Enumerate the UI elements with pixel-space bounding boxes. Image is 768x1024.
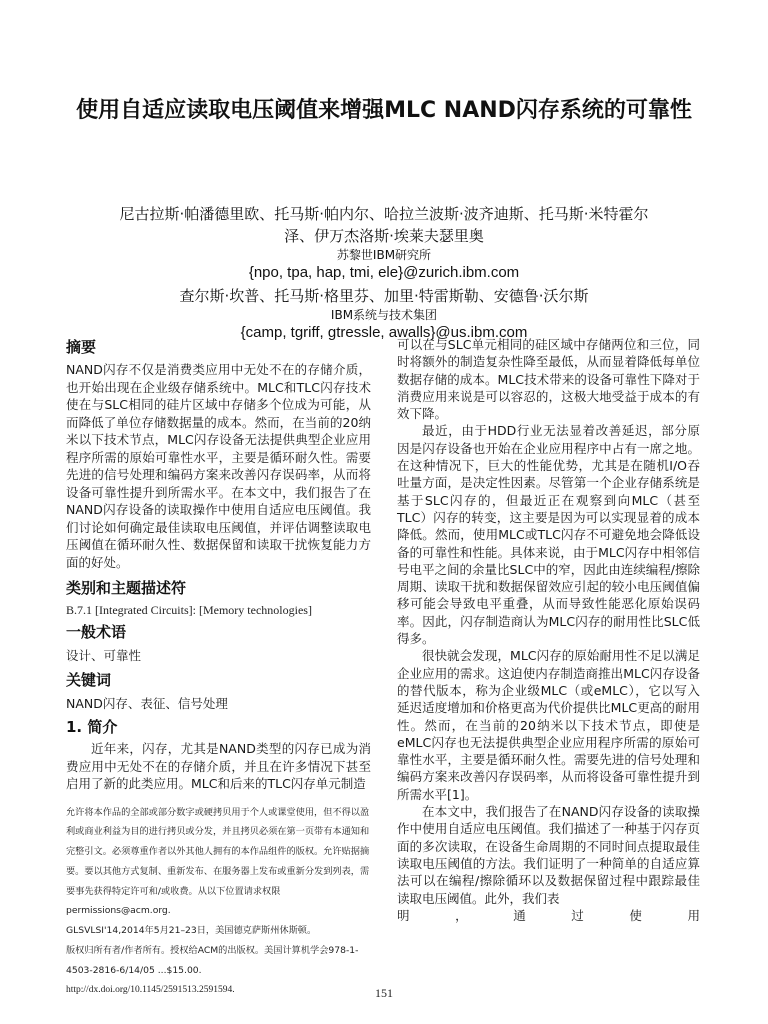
body-paragraph-2: 最近，由于HDD行业无法显着改善延迟，部分原因是闪存设备也开始在企业应用程序中占有一席之地。在这种情况下，巨大的性能优势，尤其是在随机I/O吞吐量方面，是决定性因素。尽管第一个企业存储系统是基于SLC闪存的，但最近正在观察到向MLC（甚至TLC）闪存的转变，这主要是因为可以实现显着的成本降低。然而，使用MLC或TLC闪存不可避免地会降低设备的可靠性和性能。具体来说，由于MLC闪存中相邻信号电平之间的余量比SLC中的窄，因此由连续编程/擦除周期、读取干扰和数据保留效应引起的较小电压阈值偏移可能会导致电平重叠，从而导致性能恶化原始误码率。因此，闪存制造商认为MLC闪存的耐用性比SLC低得多。 — [397, 423, 700, 647]
conference-text: GLSVLSI'14,2014年5月21–23日，美国德克萨斯州休斯顿。 — [66, 925, 317, 937]
permission-text: 允许将本作品的全部或部分数字或硬拷贝用于个人或课堂使用，但不得以盈利或商业利益为目的进行拷贝或分发，并且拷贝必须在第一页带有本通知和完整引文。必须尊重作者以外其他人拥有的本作品组件的版权。允许贴据摘要。要以其他方式复制、重新发布、在服务器上发布或重新分发到列表，需要事先获得特定许可和/或收费。从以下位置请求权限 permissions@acm.org. — [66, 806, 370, 917]
keywords-section — [66, 669, 371, 713]
copyright-text: 版权归所有者/作者所有。授权给ACM的出版权。美国计算机学会978-1-4503-2816-6/14/05 ...$15.00. — [66, 945, 359, 976]
introduction-section — [66, 716, 371, 793]
left-column — [66, 336, 371, 1000]
affiliation-2: IBM系统与技术集团 — [330, 308, 438, 322]
abstract-heading: 摘要 — [66, 338, 97, 356]
page-number: 151 — [375, 986, 393, 1000]
introduction-text: 近年来，闪存，尤其是NAND类型的闪存已成为消费应用中无处不在的存储介质，并且在许多情况下甚至启用了新的此类应用。MLC和后来的TLC闪存单元制造 — [66, 741, 371, 791]
email-2: {camp, tgriff, gtressle, awalls}@us.ibm.com — [240, 324, 528, 341]
right-column — [397, 336, 700, 924]
author-names-group1: 尼古拉斯·帕潘德里欧、托马斯·帕内尔、哈拉兰波斯·波齐迪斯、托马斯·米特霍尔泽、伊万杰洛斯·埃莱夫瑟里奥 — [119, 205, 649, 245]
keywords-text: NAND闪存、表征、信号处理 — [66, 695, 228, 711]
general-terms-heading: 一般术语 — [66, 623, 127, 641]
affiliation-1: 苏黎世IBM研究所 — [336, 248, 432, 262]
permission-notice — [66, 803, 371, 1001]
introduction-heading: 1. 简介 — [66, 718, 118, 736]
body-paragraph-1: 可以在与SLC单元相同的硅区域中存储两位和三位，同时将额外的制造复杂性降至最低，从而显着降低每单位数据存储的成本。MLC技术带来的设备可靠性下降对于消费应用来说是可以容忍的，这极大地受益于成本的有效下降。 — [397, 337, 700, 422]
general-terms-section — [66, 621, 371, 665]
categories-heading: 类别和主题描述符 — [66, 579, 187, 597]
author-names-group2: 查尔斯·坎普、托马斯·格里芬、加里·特雷斯勒、安德鲁·沃尔斯 — [179, 287, 589, 305]
paper-title: 使用自适应读取电压阈值来增强MLC NAND闪存系统的可靠性 — [76, 98, 692, 123]
keywords-heading: 关键词 — [66, 670, 112, 689]
email-1: {npo, tpa, hap, tmi, ele}@zurich.ibm.com — [248, 264, 520, 281]
abstract-section — [66, 336, 371, 571]
doi-link[interactable]: http://dx.doi.org/10.1145/2591513.2591594. — [66, 984, 235, 995]
body-paragraph-4: 在本文中，我们报告了在NAND闪存设备的读取操作中使用自适应电压阈值。我们描述了一种基于闪存页面的多次读取，在设备生命周期的不同时间点提取最佳读取电压阈值的方法。我们证明了一种简单的自适应算法可以在编程/擦除循环以及数据保留过程中跟踪最佳读取电压阈值。此外，我们表 — [397, 804, 700, 906]
categories-section — [66, 577, 371, 619]
abstract-text: NAND闪存不仅是消费类应用中无处不在的存储介质，也开始出现在企业级存储系统中。MLC和TLC闪存技术使在与SLC相同的硅片区域中存储多个位成为可能，从而降低了单位存储数据量的成本。然而，在当前的20纳米以下技术节点，MLC闪存设备无法提供典型企业应用程序所需的原始可靠性水平，主要是循环耐久性。需要先进的信号处理和编码方案来改善闪存误码率，从而将设备可靠性提升到所需水平。在本文中，我们报告了在NAND闪存设备的读取操作中使用自适应电压阈值。我们讨论如何确定最佳读取电压阈值，并评估调整读取电压阈值在循环耐久性、数据保留和读取干扰恢复能力方面的好处。 — [66, 362, 371, 570]
author-block — [110, 203, 658, 343]
categories-text: B.7.1 [Integrated Circuits]: [Memory technologies] — [66, 603, 312, 617]
general-terms-text: 设计、可靠性 — [66, 648, 142, 663]
body-paragraph-3: 很快就会发现，MLC闪存的原始耐用性不足以满足企业应用的需求。这迫使内存制造商推出MLC闪存设备的替代版本，称为企业级MLC（或eMLC），它以写入延迟适度增加和价格更高为代价提供比MLC更高的耐用性。然而，在当前的20纳米以下技术节点，即使是eMLC闪存也无法提供典型企业应用程序所需的原始可靠性水平，主要是循环耐久性。需要先进的信号处理和编码方案来改善闪存误码率，从而将设备可靠性提升到所需水平[1]。 — [397, 648, 700, 802]
body-paragraph-4-last-line: 明，通过使用 — [397, 907, 700, 923]
